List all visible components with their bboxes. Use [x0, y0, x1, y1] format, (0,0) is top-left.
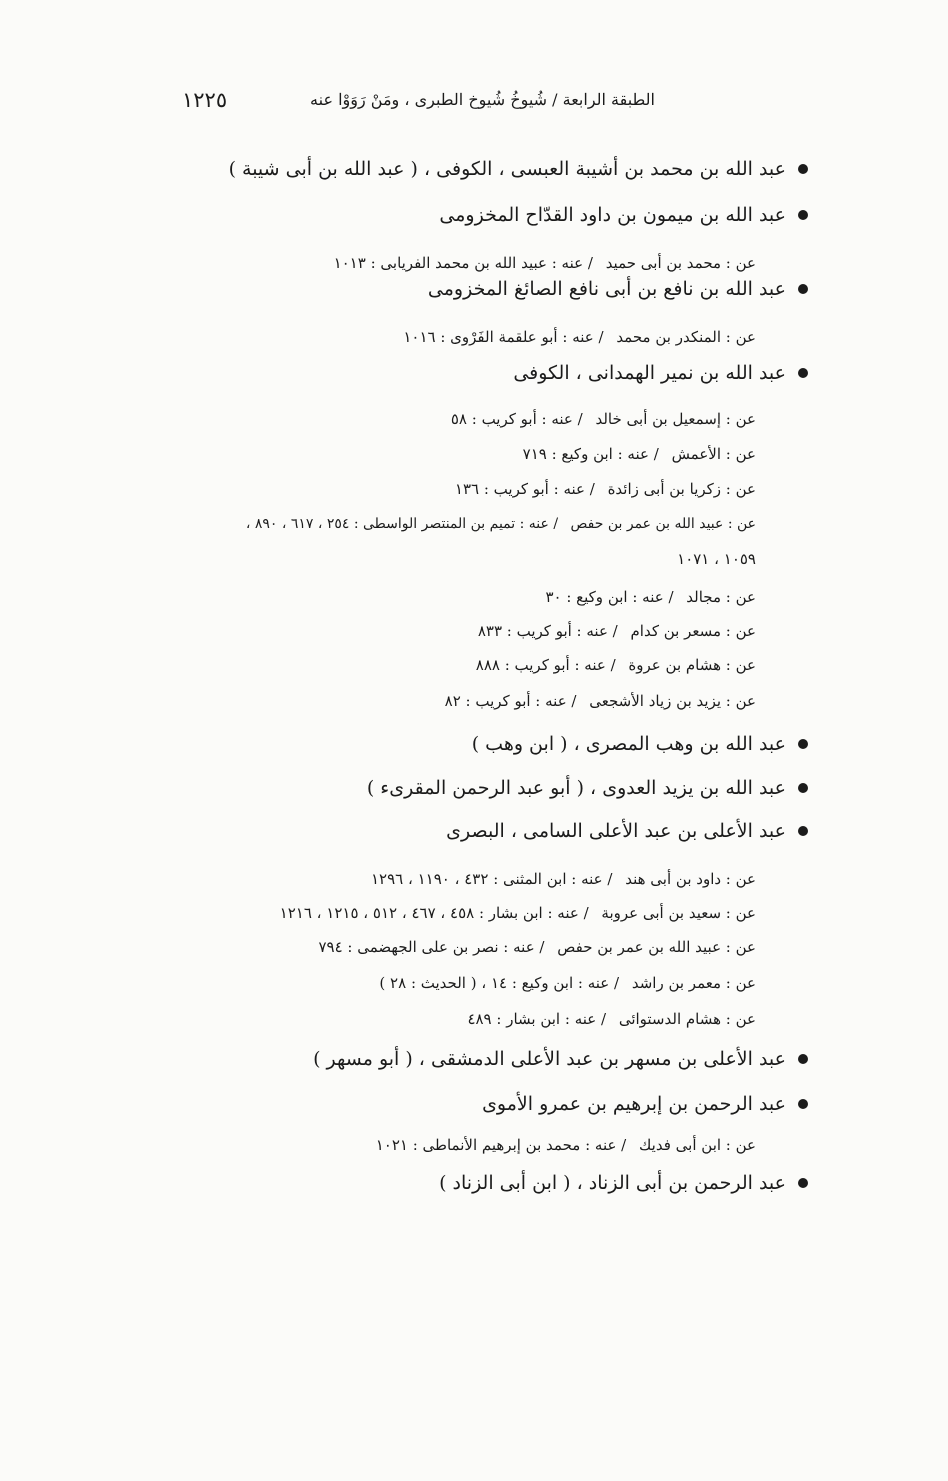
narrator-name: عبد الله بن نافع بن أبى نافع الصائغ المخزومى [427, 278, 786, 300]
narration-line [280, 904, 756, 922]
page-number: ١٢٢٥ [182, 88, 228, 112]
narration-from: عن : هشام بن عروة [628, 656, 756, 674]
narration-line [478, 622, 756, 640]
narration-from: عن : المنكدر بن محمد [616, 328, 756, 346]
narration-from: عن : مجالد [686, 588, 756, 606]
bullet-icon [798, 826, 808, 836]
narration-to: / عنه : أبو كريب : ٥٨ [450, 410, 583, 428]
list-item [313, 1048, 808, 1070]
narration-line [455, 480, 756, 498]
list-item [439, 1172, 808, 1194]
narration-from: عن : إسمعيل بن أبى خالد [595, 410, 756, 428]
narration-to: / عنه : ابن وكيع : ٣٠ [545, 588, 674, 606]
narration-to: / عنه : ابن بشار : ٤٨٩ [467, 1010, 607, 1028]
narration-from: عن : ابن أبى فديك [639, 1136, 756, 1154]
narration-to: / عنه : أبو كريب : ٨٣٣ [477, 622, 618, 640]
narration-line [334, 254, 756, 272]
narration-continuation [677, 550, 756, 568]
narration-from: عن : محمد بن أبى حميد [605, 254, 756, 272]
bullet-icon [798, 368, 808, 378]
narration-to: / عنه : أبو كريب : ١٣٦ [454, 480, 595, 498]
narration-line [403, 328, 756, 346]
running-title: الطبقة الرابعة / شُيوخُ شُيوخ الطبرى ، ومَنْ رَوَوْا عنه [310, 90, 655, 109]
bullet-icon [798, 783, 808, 793]
narrator-name: عبد الأعلى بن عبد الأعلى السامى ، البصرى [446, 820, 786, 842]
narration-from: عن : معمر بن راشد [631, 974, 756, 992]
bullet-icon [798, 739, 808, 749]
narration-to: / عنه : أبو كريب : ٨٨٨ [475, 656, 616, 674]
bullet-icon [798, 1099, 808, 1109]
narration-to: / عنه : أبو علقمة الفَرْوى : ١٠١٦ [403, 328, 604, 346]
narration-line [476, 656, 756, 674]
list-item [428, 278, 808, 300]
narrator-name: عبد الله بن نمير الهمدانى ، الكوفى [513, 362, 786, 384]
narration-to: ١٠٥٩ ، ١٠٧١ [677, 550, 756, 568]
narration-from: عن : الأعمش [671, 445, 756, 463]
narration-to: / عنه : تميم بن المنتصر الواسطى : ٢٥٤ ، ٦١٧ ، ٨٩٠ ، [245, 516, 559, 532]
narration-to: / عنه : أبو كريب : ٨٢ [444, 692, 577, 710]
narration-to: / عنه : محمد بن إبرهيم الأنماطى : ١٠٢١ [375, 1136, 627, 1154]
narration-from: عن : عبيد الله بن عمر بن حفص [570, 516, 756, 532]
list-item [229, 158, 808, 180]
bullet-icon [798, 1178, 808, 1188]
narrator-name: عبد الرحمن بن إبرهيم بن عمرو الأموى [482, 1093, 786, 1115]
narration-from: عن : يزيد بن زياد الأشجعى [589, 692, 756, 710]
narration-line [246, 516, 756, 532]
narration-to: / عنه : عبيد الله بن محمد الفريابى : ١٠١٣ [333, 254, 593, 272]
narration-to: / عنه : ابن وكيع : ١٤ ، ( الحديث : ٢٨ ) [379, 974, 620, 992]
narration-from: عن : مسعر بن كدام [630, 622, 756, 640]
narration-from: عن : سعيد بن أبى عروبة [601, 904, 756, 922]
narration-to: / عنه : ابن بشار : ٤٥٨ ، ٤٦٧ ، ٥١٢ ، ١٢١٥ ، ١٢١٦ [279, 904, 589, 922]
narration-line [318, 938, 756, 956]
list-item [446, 820, 808, 842]
narration-line [523, 445, 756, 463]
list-item [513, 362, 808, 384]
list-item [367, 777, 808, 799]
narration-to: / عنه : ابن وكيع : ٧١٩ [522, 445, 659, 463]
list-item [439, 204, 808, 226]
narration-from: عن : زكريا بن أبى زائدة [607, 480, 756, 498]
bullet-icon [798, 210, 808, 220]
narration-from: عن : هشام الدستوائى [618, 1010, 756, 1028]
narration-line [545, 588, 756, 606]
narrator-name: عبد الله بن يزيد العدوى ، ( أبو عبد الرحمن المقرىء ) [366, 777, 786, 799]
narration-line [445, 692, 756, 710]
narration-line [451, 410, 756, 428]
narration-from: عن : داود بن أبى هند [625, 870, 756, 888]
narrator-name: عبد الرحمن بن أبى الزناد ، ( ابن أبى الزناد ) [439, 1172, 786, 1194]
narrator-name: عبد الله بن محمد بن أشيبة العبسى ، الكوفى ، ( عبد الله بن أبى شيبة ) [228, 158, 786, 180]
list-item [482, 1093, 808, 1115]
narrator-name: عبد الله بن ميمون بن داود القدّاح المخزومى [439, 204, 786, 226]
narrator-name: عبد الأعلى بن مسهر بن عبد الأعلى الدمشقى ، ( أبو مسهر ) [313, 1048, 786, 1070]
narration-line [371, 870, 756, 888]
narration-from: عن : عبيد الله بن عمر بن حفص [557, 938, 756, 956]
bullet-icon [798, 1054, 808, 1064]
narration-line [379, 974, 756, 992]
narration-to: / عنه : ابن المثنى : ٤٣٢ ، ١١٩٠ ، ١٢٩٦ [371, 870, 613, 888]
narration-line [467, 1010, 756, 1028]
page-header [150, 88, 655, 118]
bullet-icon [798, 284, 808, 294]
narrator-name: عبد الله بن وهب المصرى ، ( ابن وهب ) [471, 733, 786, 755]
narration-to: / عنه : نصر بن على الجهضمى : ٧٩٤ [318, 938, 545, 956]
list-item [472, 733, 808, 755]
bullet-icon [798, 164, 808, 174]
narration-line [376, 1136, 756, 1154]
